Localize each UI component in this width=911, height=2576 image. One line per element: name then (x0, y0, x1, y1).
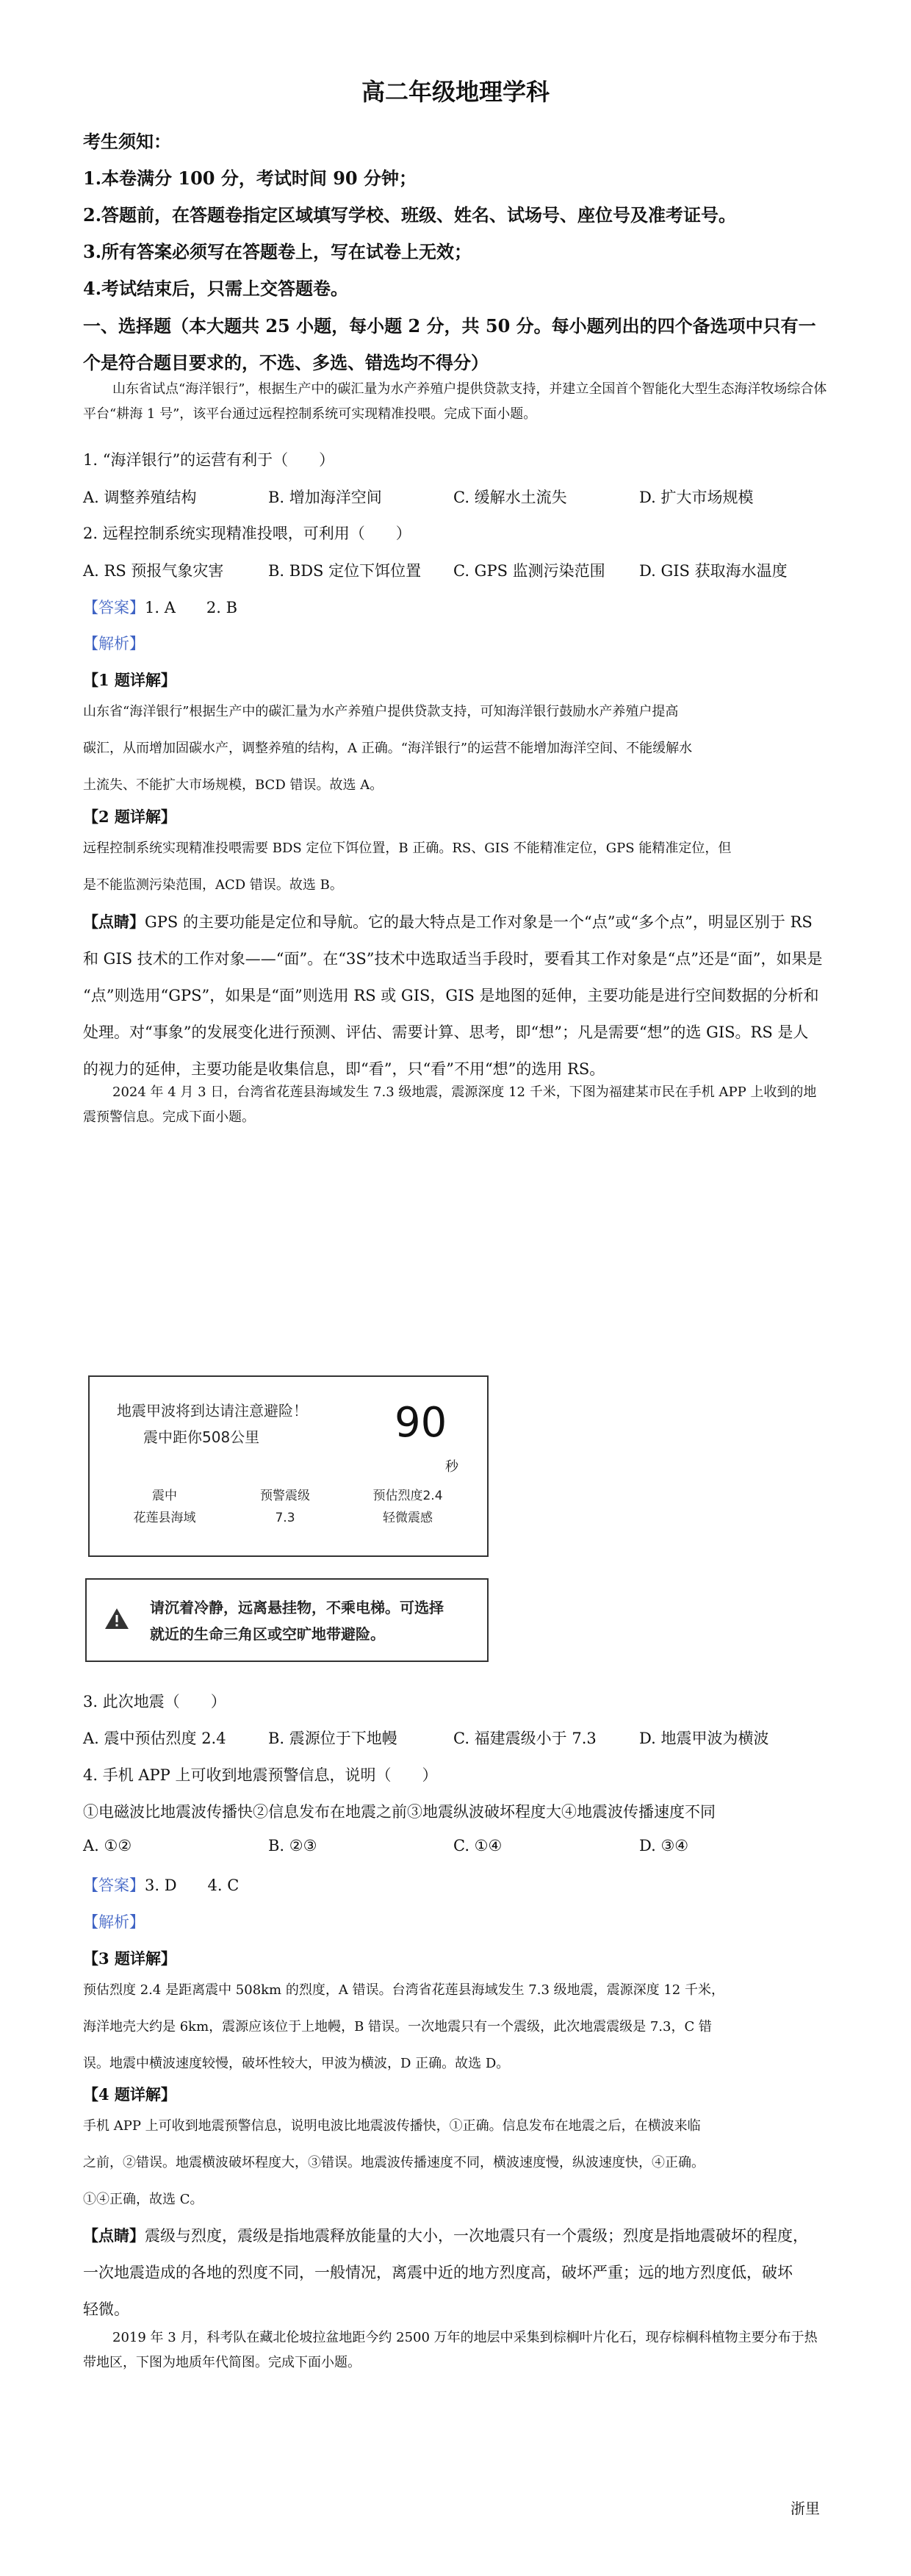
safety-warning-box (85, 1578, 489, 1662)
q3-option-b: B. 震源位于下地幔 (268, 1730, 397, 1747)
alert-intensity (356, 1485, 459, 1529)
answer-label: 【答案】 (83, 1877, 145, 1894)
page-title: 高二年级地理学科 (361, 78, 550, 106)
alert-countdown-unit: 秒 (445, 1459, 458, 1475)
answer-text: 1. A 2. B (145, 599, 238, 616)
q1-option-c: C. 缓解水土流失 (453, 489, 567, 506)
intensity-label: 预估烈度2.4 (372, 1489, 443, 1503)
q3-option-d: D. 地震甲波为横波 (639, 1730, 769, 1747)
answer-label: 【答案】 (83, 599, 145, 616)
detail-3-heading: 【3 题详解】 (83, 1949, 176, 1968)
detail-2-line: 远程控制系统实现精准投喂需要 BDS 定位下饵位置，B 正确。RS、GIS 不能精准定位，GPS 能精准定位，但 (83, 841, 732, 856)
alert-epicenter (113, 1485, 216, 1529)
epicenter-label: 震中 (152, 1489, 177, 1503)
alert-countdown: 90 (395, 1399, 447, 1447)
detail-3-line: 预估烈度 2.4 是距离震中 508km 的烈度，A 错误。台湾省花莲县海域发生 7.3 级地震，震源深度 12 千米， (83, 1982, 724, 1998)
question-2: 2. 远程控制系统实现精准投喂，可利用（ ） (83, 525, 411, 542)
q4-option-b: B. ②③ (268, 1837, 317, 1854)
detail-1-heading: 【1 题详解】 (83, 671, 176, 689)
q2-option-a: A. RS 预报气象灾害 (83, 562, 224, 580)
detail-4-line: 之前，②错误。地震横波破坏程度大，③错误。地震波传播速度不同，横波速度慢，纵波速度快，④正确。 (83, 2155, 705, 2170)
earthquake-alert-card (88, 1375, 489, 1557)
notice-3: 3.所有答案必须写在答题卷上，写在试卷上无效； (83, 241, 472, 262)
q1-option-d: D. 扩大市场规模 (639, 489, 754, 506)
key-point-line: 震级与烈度，震级是指地震释放能量的大小，一次地震只有一个震级；烈度是指地震破坏的程度， (145, 2227, 808, 2245)
analysis-label-2: 【解析】 (83, 1913, 145, 1931)
detail-1-line: 山东省“海洋银行”根据生产中的碳汇量为水产养殖户提供贷款支持，可知海洋银行鼓励水产养殖户提高 (83, 704, 679, 719)
q3-option-c: C. 福建震级小于 7.3 (453, 1730, 597, 1747)
q4-option-d: D. ③④ (639, 1837, 689, 1854)
key-point-line: GPS 的主要功能是定位和导航。它的最大特点是工作对象是一个“点”或“多个点”，明显区别于 RS (145, 913, 813, 931)
intro-passage-2: 2024 年 4 月 3 日，台湾省花莲县海域发生 7.3 级地震，震源深度 12 千米，下图为福建某市民在手机 APP 上收到的地震预警信息。完成下面小题。 (83, 1084, 817, 1125)
page-footer: 浙里 (791, 2500, 820, 2517)
key-point-line: “点”则选用“GPS”，如果是“面”则选用 RS 或 GIS，GIS 是地图的延伸，主要功能是进行空间数据的分析和 (83, 987, 819, 1004)
question-4: 4. 手机 APP 上可收到地震预警信息，说明（ ） (83, 1766, 438, 1784)
warning-line: 请沉着冷静，远离悬挂物，不乘电梯。可选择 (150, 1599, 444, 1616)
section-heading-line2: 个是符合题目要求的，不选、多选、错选均不得分） (83, 352, 489, 373)
detail-4-line: ①④正确，故选 C。 (83, 2192, 204, 2207)
detail-1-body (83, 694, 829, 804)
detail-1-line: 碳汇，从而增加固碳水产，调整养殖的结构，A 正确。“海洋银行”的运营不能增加海洋空间、不能缓解水 (83, 741, 693, 756)
q3-option-a: A. 震中预估烈度 2.4 (83, 1730, 226, 1747)
q4-option-c: C. ①④ (453, 1837, 503, 1854)
magnitude-label: 预警震级 (260, 1489, 310, 1503)
intro-passage-1: 山东省试点“海洋银行”，根据生产中的碳汇量为水产养殖户提供贷款支持，并建立全国首个智能化大型生态海洋牧场综合体平台“耕海 1 号”，该平台通过远程控制系统可实现精准投喂。完成下面小题。 (83, 381, 827, 422)
detail-4-heading: 【4 题详解】 (83, 2085, 176, 2104)
detail-3-line: 海洋地壳大约是 6km，震源应该位于上地幔，B 错误。一次地震只有一个震级，此次地震震级是 7.3，C 错 (83, 2019, 712, 2034)
alert-distance: 震中距你508公里 (143, 1428, 260, 1446)
epicenter-value: 花莲县海域 (133, 1511, 196, 1525)
key-point-1 (83, 904, 829, 1087)
alert-magnitude (234, 1485, 336, 1529)
analysis-label: 【解析】 (83, 635, 145, 652)
question-4-statements: ①电磁波比地震波传播快②信息发布在地震之前③地震纵波破坏程度大④地震波传播速度不同 (83, 1803, 716, 1821)
warning-line: 就近的生命三角区或空旷地带避险。 (150, 1625, 385, 1643)
question-1: 1. “海洋银行”的运营有利于（ ） (83, 451, 335, 469)
key-point-line: 和 GIS 技术的工作对象——“面”。在“3S”技术中选取适当手段时，要看其工作对象是“点”还是“面”，如果是 (83, 950, 823, 968)
answer-text: 3. D 4. C (145, 1877, 240, 1894)
detail-1-line: 土流失、不能扩大市场规模，BCD 错误。故选 A。 (83, 777, 384, 793)
key-point-label: 【点睛】 (83, 913, 145, 931)
key-point-line: 的视力的延伸，主要功能是收集信息，即“看”，只“看”不用“想”的选用 RS。 (83, 1060, 605, 1078)
q2-option-d: D. GIS 获取海水温度 (639, 562, 788, 580)
warning-triangle-icon (104, 1608, 129, 1633)
key-point-line: 一次地震造成的各地的烈度不同，一般情况，离震中近的地方烈度高，破坏严重；远的地方烈度低，破坏 (83, 2264, 793, 2281)
intro-passage-3: 2019 年 3 月，科考队在藏北伦坡拉盆地距今约 2500 万年的地层中采集到棕榈叶片化石，现存棕榈科植物主要分布于热带地区，下图为地质年代简图。完成下面小题。 (83, 2330, 818, 2370)
q1-option-a: A. 调整养殖结构 (83, 489, 197, 506)
notice-2: 2.答题前，在答题卷指定区域填写学校、班级、姓名、试场号、座位号及准考证号。 (83, 204, 737, 226)
answer-1-2 (83, 596, 237, 618)
detail-2-heading: 【2 题详解】 (83, 807, 176, 826)
q1-option-b: B. 增加海洋空间 (268, 489, 382, 506)
detail-3-line: 误。地震中横波速度较慢，破坏性较大，甲波为横波，D 正确。故选 D。 (83, 2056, 510, 2071)
q4-option-a: A. ①② (83, 1837, 132, 1854)
section-heading-line1: 一、选择题（本大题共 25 小题，每小题 2 分，共 50 分。每小题列出的四个备选项中只有一 (83, 315, 816, 337)
answer-3-4 (83, 1874, 239, 1896)
detail-4-line: 手机 APP 上可收到地震预警信息，说明电波比地震波传播快，①正确。信息发布在地震之后，在横波来临 (83, 2118, 701, 2134)
q2-option-b: B. BDS 定位下饵位置 (268, 562, 422, 580)
alert-headline: 地震甲波将到达请注意避险！ (117, 1402, 308, 1420)
magnitude-value: 7.3 (275, 1511, 295, 1525)
detail-4-body (83, 2108, 829, 2218)
key-point-line: 处理。对“事象”的发展变化进行预测、评估、需要计算、思考，即“想”；凡是需要“想”的选 GIS。RS 是人 (83, 1023, 809, 1041)
detail-2-body (83, 830, 829, 904)
notice-heading: 考生须知： (83, 131, 171, 152)
detail-2-line: 是不能监测污染范围，ACD 错误。故选 B。 (83, 877, 343, 893)
intensity-value: 轻微震感 (383, 1511, 433, 1525)
key-point-line: 轻微。 (83, 2300, 129, 2318)
notice-4: 4.考试结束后，只需上交答题卷。 (83, 278, 349, 299)
key-point-label: 【点睛】 (83, 2226, 145, 2245)
notice-1: 1.本卷满分 100 分，考试时间 90 分钟； (83, 168, 417, 189)
safety-warning-text (150, 1594, 473, 1647)
detail-3-body (83, 1972, 829, 2082)
key-point-2 (83, 2217, 829, 2328)
q2-option-c: C. GPS 监测污染范围 (453, 562, 605, 580)
question-3: 3. 此次地震（ ） (83, 1693, 226, 1710)
